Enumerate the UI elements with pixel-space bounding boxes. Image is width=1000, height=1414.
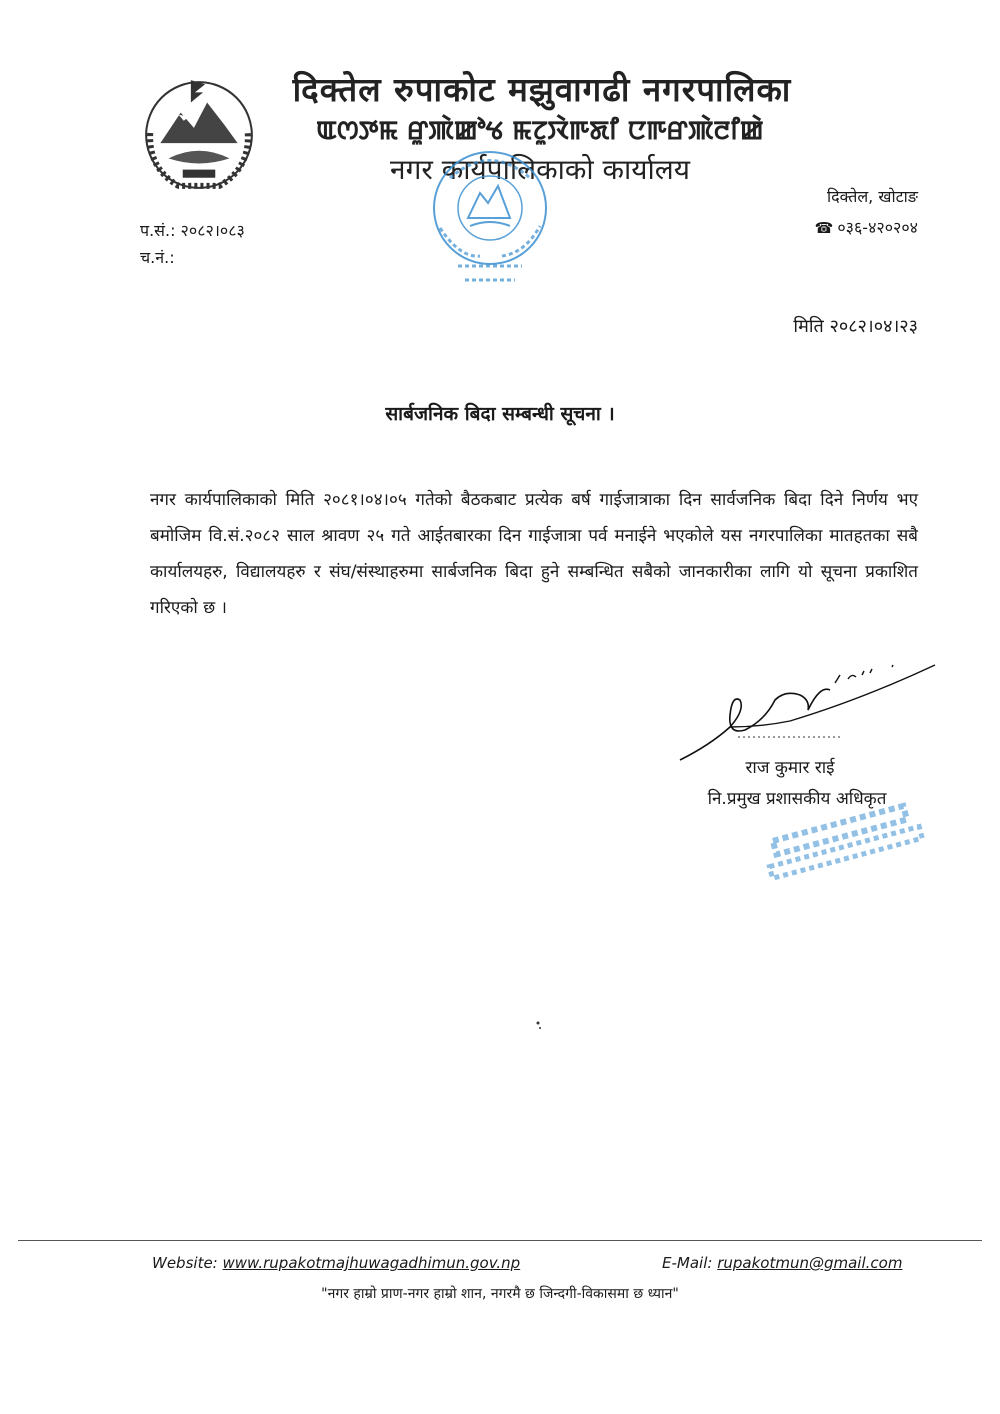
letter-body: नगर कार्यपालिकाको मिति २०८१।०४।०५ गतेको बैठकबाट प्रत्येक बर्ष गाईजात्राका दिन सार्वजनिक बिदा दिने निर्णय भए बमोजिम वि.सं.२०८२ साल श्रावण २५ गते आईतबारका दिन गाईजात्रा पर्व मनाईने भएकोले यस नगरपालिका मातहतका सबै कार्यालयहरु, विद्यालयहरु र संघ/संस्थाहरुमा सार्बजनिक बिदा हुने सम्बन्धित सबैको जानकारीका लागि यो सूचना प्रकाशित गरिएको छ । xyxy=(150,490,918,618)
reference-number: प.सं.: २०८२।०८३ xyxy=(140,221,245,240)
dispatch-number: च.नं.: xyxy=(140,248,175,267)
signatory-name: राज कुमार राई xyxy=(745,758,835,778)
letter-date: मिति २०८२।०४।२३ xyxy=(793,316,918,337)
nepal-emblem-icon xyxy=(138,72,260,194)
municipality-name: दिक्तेल रुपाकोट मझुवागढी नगरपालिका xyxy=(292,70,792,109)
email-label: E-Mail: xyxy=(662,1254,713,1272)
email-link[interactable]: rupakotmun@gmail.com xyxy=(717,1254,903,1272)
municipality-name-script: ꯑꯁꯇꯃ ꯔꯨꯄꯥꯀꯣꯠ ꯃꯖꯨꯋꯥꯒꯗꯤ ꯅꯒꯔꯄꯥꯂꯤꯀꯥ xyxy=(316,116,764,146)
office-name: नगर कार्यपालिकाको कार्यालय xyxy=(390,153,690,186)
office-phone xyxy=(815,216,918,238)
letter-subject: सार्बजनिक बिदा सम्बन्धी सूचना । xyxy=(385,403,615,425)
footer-divider xyxy=(18,1240,982,1241)
footer-email xyxy=(662,1254,902,1272)
website-label: Website: xyxy=(152,1254,218,1272)
municipality-slogan: "नगर हाम्रो प्राण-नगर हाम्रो शान, नगरमै छ जिन्दगी-विकासमा छ ध्यान" xyxy=(321,1286,679,1302)
website-link[interactable]: www.rupakotmajhuwagadhimun.gov.np xyxy=(222,1254,521,1272)
scan-speck xyxy=(535,1020,543,1032)
footer-website xyxy=(152,1254,520,1272)
office-seal-stamp xyxy=(410,148,570,288)
signatory-title: नि.प्रमुख प्रशासकीय अधिकृत xyxy=(707,789,887,809)
phone-number: ०३६-४२०२०४ xyxy=(837,218,918,237)
handwritten-signature xyxy=(670,655,940,765)
signer-seal-stamp xyxy=(755,795,930,885)
office-address: दिक्तेल, खोटाङ xyxy=(827,187,918,206)
telephone-icon: ☎ xyxy=(814,219,834,237)
